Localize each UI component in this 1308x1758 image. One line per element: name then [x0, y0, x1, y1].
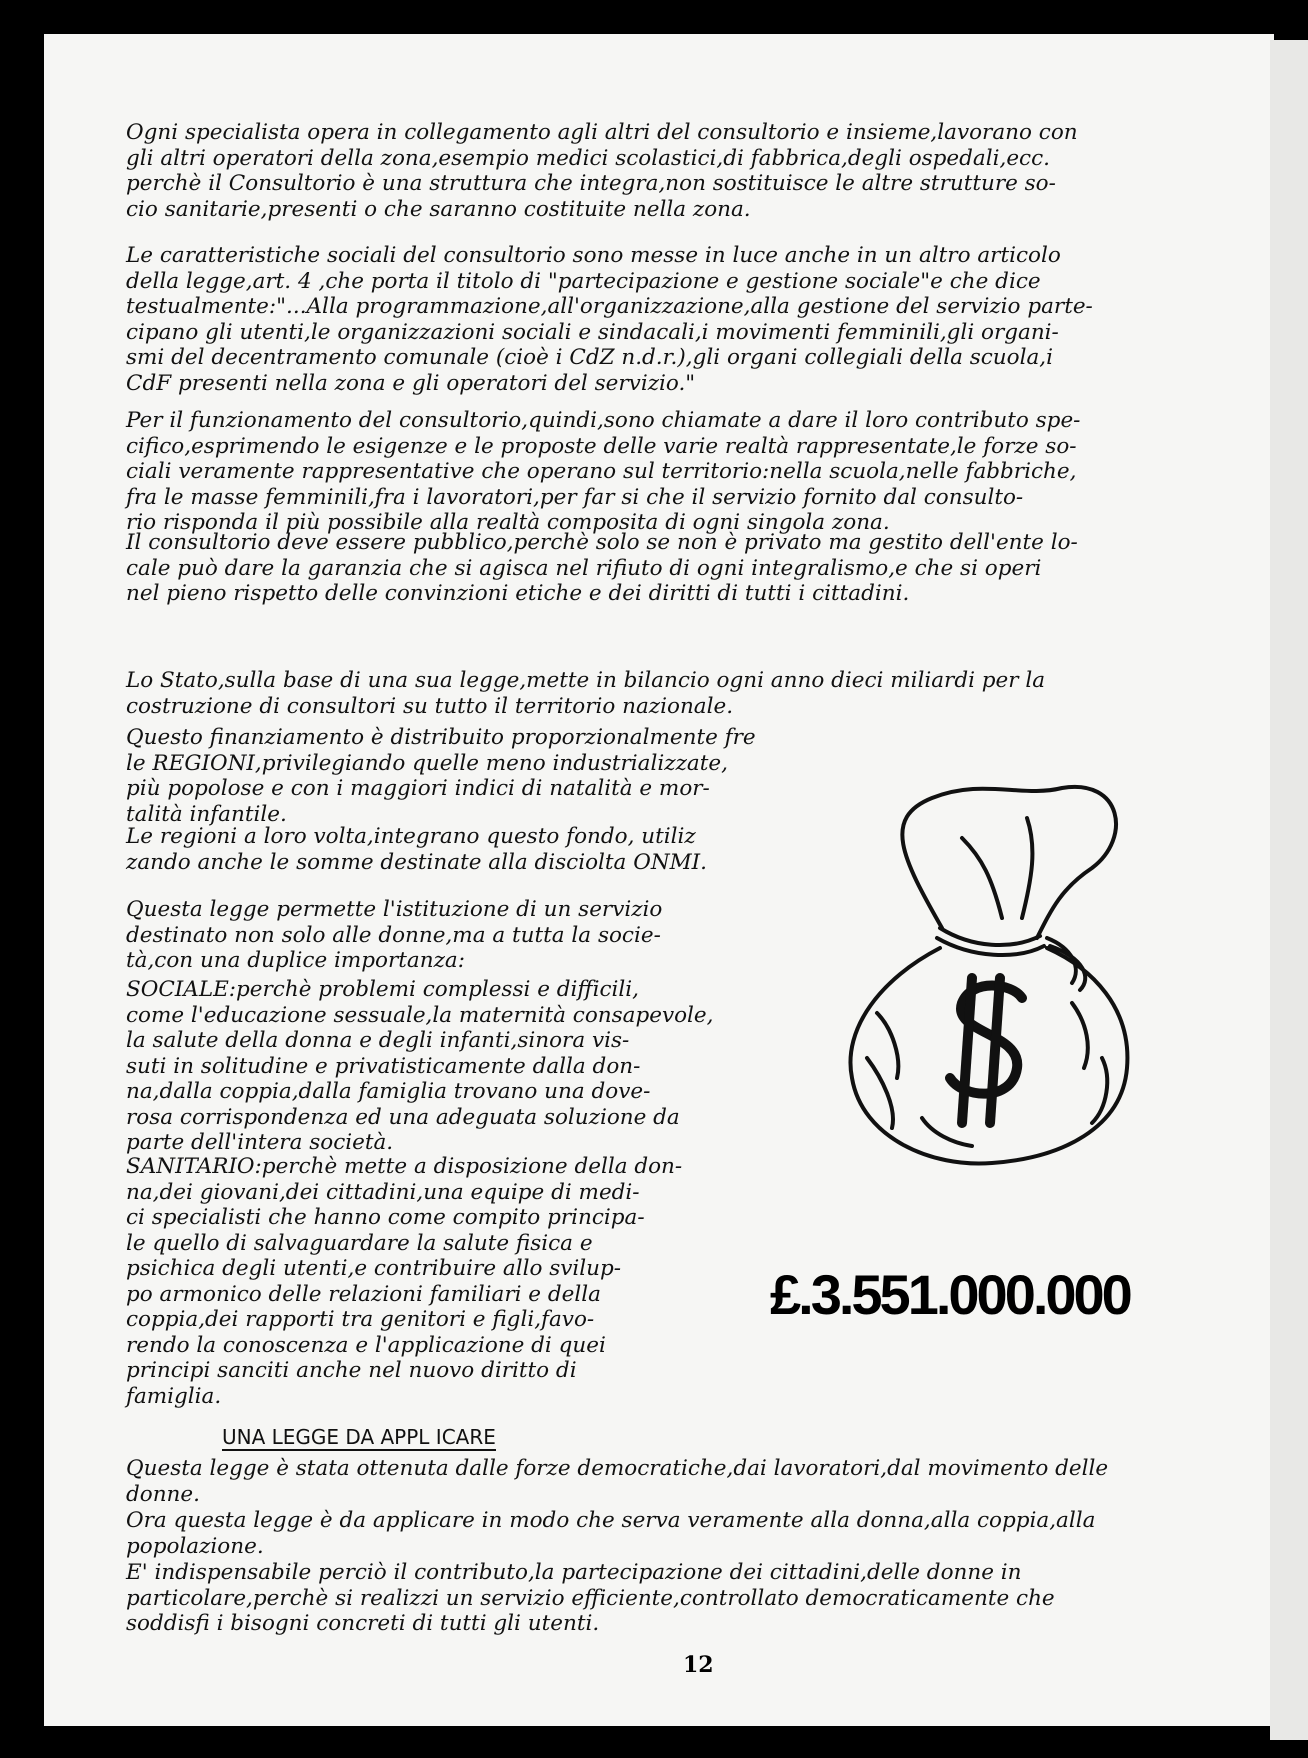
paragraph-functioning: Per il funzionamento del consultorio,quindi,sono chiamate a dare il loro contributo spe- cifico,esprimendo le esigenze e le proposte delle varie realtà rappresentate,le forze so- ciali veramente rappresentative che operano sul territorio:nella scuola,nelle fabbriche, fra le masse femminili,fra i lavoratori,per far si che il servizio fornito dal consulto- rio risponda il più possibile alla realtà composita di ogni singola zona. [126, 408, 1081, 535]
paragraph-state-budget: Lo Stato,sulla base di una sua legge,mette in bilancio ogni anno dieci miliardi per la costruzione di consultori su tutto il territorio nazionale. [126, 668, 1046, 719]
money-bag-icon [822, 778, 1142, 1178]
paragraph-law-service: Questa legge permette l'istituzione di un servizio destinato non solo alle donne,ma a tutta la socie- tà,con una duplice importanza: [126, 897, 663, 973]
paragraph-financing: Questo finanziamento è distribuito proporzionalmente fre le REGIONI,privilegiando quelle meno industrializzate, più popolose e con i maggiori indici di natalità e mor- talità infantile. [126, 725, 756, 827]
paragraph-regions: Le regioni a loro volta,integrano questo fondo, utiliz zando anche le somme destinate alla disciolta ONMI. [126, 824, 707, 875]
page-edge [1270, 40, 1308, 1740]
paragraph-social-characteristics: Le caratteristiche sociali del consultorio sono messe in luce anche in un altro articolo della legge,art. 4 ,che porta il titolo di "partecipazione e gestione sociale"e che dice testualmente:"...Alla programmazione,all'organizzazione,alla gestione del servizio parte- cipano gli utenti,le organizzazioni sociali e sindacali,i movimenti femminili,gli organi- smi del decentramento comunale (cioè i CdZ n.d.r.),gli organi collegiali della scuola,i CdF presenti nella zona e gli operatori del servizio." [126, 243, 1093, 396]
paragraph-participation: E' indispensabile perciò il contributo,la partecipazione dei cittadini,delle donne in particolare,perchè si realizzi un servizio efficiente,controllato democraticamente che soddisfi i bisogni concreti di tutti gli utenti. [126, 1560, 1055, 1636]
paragraph-law-obtained: Questa legge è stata ottenuta dalle forze democratiche,dai lavoratori,dal movimento delle donne. [126, 1456, 1109, 1507]
paragraph-sanitario: SANITARIO:perchè mette a disposizione della don- na,dei giovani,dei cittadini,una equipe di medi- ci specialisti che hanno come compito principa- le quello di salvaguardare la salute fisica e psichica degli utenti,e contribuire allo svilup- po armonico delle relazioni familiari e della coppia,dei rapporti tra genitori e figli,favo- rendo la conoscenza e l'applicazione di quei principi sanciti anche nel nuovo diritto di famiglia. [126, 1154, 683, 1409]
funding-amount: £.3.551.000.000 [770, 1263, 1130, 1326]
paragraph-sociale: SOCIALE:perchè problemi complessi e difficili, come l'educazione sessuale,la maternità consapevole, la salute della donna e degli infanti,sinora vis- suti in solitudine e privatisticamente dalla don- na,dalla coppia,dalla famiglia trovano una dove- rosa corrispondenza ed una adeguata soluzione da parte dell'intera società. [126, 977, 714, 1155]
paragraph-apply-law: Ora questa legge è da applicare in modo che serva veramente alla donna,alla coppia,alla popolazione. [126, 1508, 1096, 1559]
dollar-sign-icon [950, 978, 1022, 1123]
section-heading: UNA LEGGE DA APPL ICARE [222, 1425, 496, 1449]
paragraph-public-consultorio: Il consultorio deve essere pubblico,perchè solo se non è privato ma gestito dell'ente lo- cale può dare la garanzia che si agisca nel rifiuto di ogni integralismo,e che si operi nel pieno rispetto delle convinzioni etiche e dei diritti di tutti i cittadini. [126, 530, 1078, 606]
page-number: 12 [683, 1652, 714, 1678]
paragraph-specialists: Ogni specialista opera in collegamento agli altri del consultorio e insieme,lavorano con gli altri operatori della zona,esempio medici scolastici,di fabbrica,degli ospedali,ecc. perchè il Consultorio è una struttura che integra,non sostituisce le altre strutture so- cio sanitarie,presenti o che saranno costituite nella zona. [126, 120, 1078, 222]
